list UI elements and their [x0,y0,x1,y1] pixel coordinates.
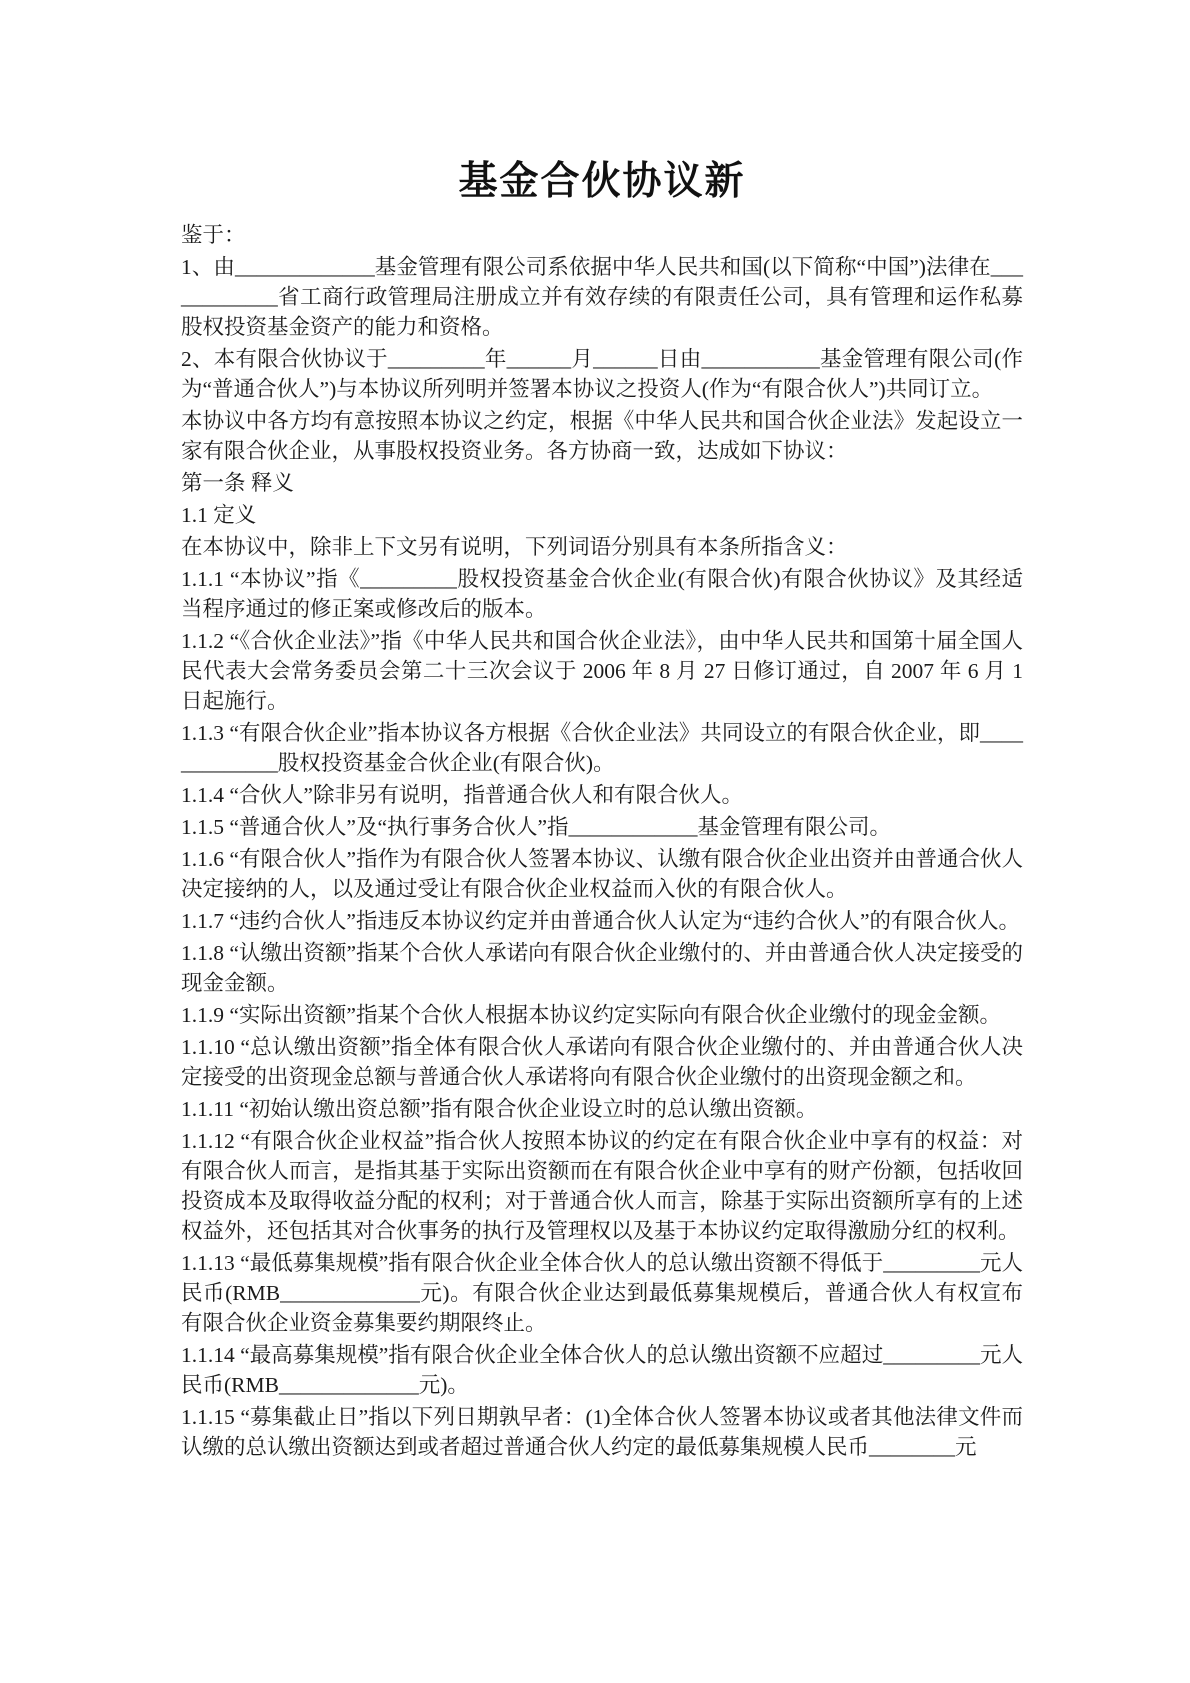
paragraph-def-1-1-14: 1.1.14 “最高募集规模”指有限合伙企业全体合伙人的总认缴出资额不应超过_________元人民币(RMB_____________元)。 [181,1343,1023,1397]
section-1-1-heading: 1.1 定义 [181,503,257,527]
paragraph-def-1-1-12: 1.1.12 “有限合伙企业权益”指合伙人按照本协议的约定在有限合伙企业中享有的权益：对有限合伙人而言，是指其基于实际出资额而在有限合伙企业中享有的财产份额，包括收回投资成本及取得收益分配的权利；对于普通合伙人而言，除基于实际出资额所享有的上述权益外，还包括其对合伙事务的执行及管理权以及基于本协议约定取得激励分红的权利。 [181,1129,1023,1243]
paragraph-def-1-1-5: 1.1.5 “普通合伙人”及“执行事务合伙人”指____________基金管理有限公司。 [181,815,892,839]
paragraph-recital-2: 2、本有限合伙协议于_________年______月______日由___________基金管理有限公司(作为“普通合伙人”)与本协议所列明并签署本协议之投资人(作为“有限合伙人”)共同订立。 [181,347,1023,401]
paragraph-def-1-1-11: 1.1.11 “初始认缴出资总额”指有限合伙企业设立时的总认缴出资额。 [181,1097,818,1121]
paragraph-def-1-1-6: 1.1.6 “有限合伙人”指作为有限合伙人签署本协议、认缴有限合伙企业出资并由普通合伙人决定接纳的人，以及通过受让有限合伙企业权益而入伙的有限合伙人。 [181,847,1023,901]
paragraph-recital-1: 1、由_____________基金管理有限公司系依据中华人民共和国(以下简称“中国”)法律在____________省工商行政管理局注册成立并有效存续的有限责任公司，具有管理和运作私募股权投资基金资产的能力和资格。 [181,255,1023,339]
paragraph-def-1-1-13: 1.1.13 “最低募集规模”指有限合伙企业全体合伙人的总认缴出资额不得低于_________元人民币(RMB_____________元)。有限合伙企业达到最低募集规模后，普通合伙人有权宣布有限合伙企业资金募集要约期限终止。 [181,1251,1023,1335]
paragraph-def-1-1-2: 1.1.2 “《合伙企业法》”指《中华人民共和国合伙企业法》，由中华人民共和国第十届全国人民代表大会常务委员会第二十三次会议于 2006 年 8 月 27 日修订通过，自 2007 年 6 月 1 日起施行。 [181,629,1023,713]
document-title: 基金合伙协议新 [458,160,746,203]
paragraph-def-1-1-4: 1.1.4 “合伙人”除非另有说明，指普通合伙人和有限合伙人。 [181,783,743,807]
paragraph-def-1-1-1: 1.1.1 “本协议”指《_________股权投资基金合伙企业(有限合伙)有限合伙协议》及其经适当程序通过的修正案或修改后的版本。 [181,567,1023,621]
paragraph-definitions-intro: 在本协议中，除非上下文另有说明，下列词语分别具有本条所指含义： [181,535,848,559]
paragraph-recital-intro: 本协议中各方均有意按照本协议之约定，根据《中华人民共和国合伙企业法》发起设立一家有限合伙企业，从事股权投资业务。各方协商一致，达成如下协议： [181,409,1023,463]
paragraph-def-1-1-7: 1.1.7 “违约合伙人”指违反本协议约定并由普通合伙人认定为“违约合伙人”的有限合伙人。 [181,909,1021,933]
article-1-heading: 第一条 释义 [181,471,294,495]
paragraph-def-1-1-15: 1.1.15 “募集截止日”指以下列日期孰早者：(1)全体合伙人签署本协议或者其他法律文件而认缴的总认缴出资额达到或者超过普通合伙人约定的最低募集规模人民币________元 [181,1405,1023,1459]
paragraph-def-1-1-8: 1.1.8 “认缴出资额”指某个合伙人承诺向有限合伙企业缴付的、并由普通合伙人决定接受的现金金额。 [181,941,1023,995]
paragraph-def-1-1-3: 1.1.3 “有限合伙企业”指本协议各方根据《合伙企业法》共同设立的有限合伙企业，即_____________股权投资基金合伙企业(有限合伙)。 [181,721,1023,775]
paragraph-whereas: 鉴于： [181,223,246,247]
paragraph-def-1-1-9: 1.1.9 “实际出资额”指某个合伙人根据本协议约定实际向有限合伙企业缴付的现金金额。 [181,1003,1001,1027]
paragraph-def-1-1-10: 1.1.10 “总认缴出资额”指全体有限合伙人承诺向有限合伙企业缴付的、并由普通合伙人决定接受的出资现金总额与普通合伙人承诺将向有限合伙企业缴付的出资现金额之和。 [181,1035,1023,1089]
